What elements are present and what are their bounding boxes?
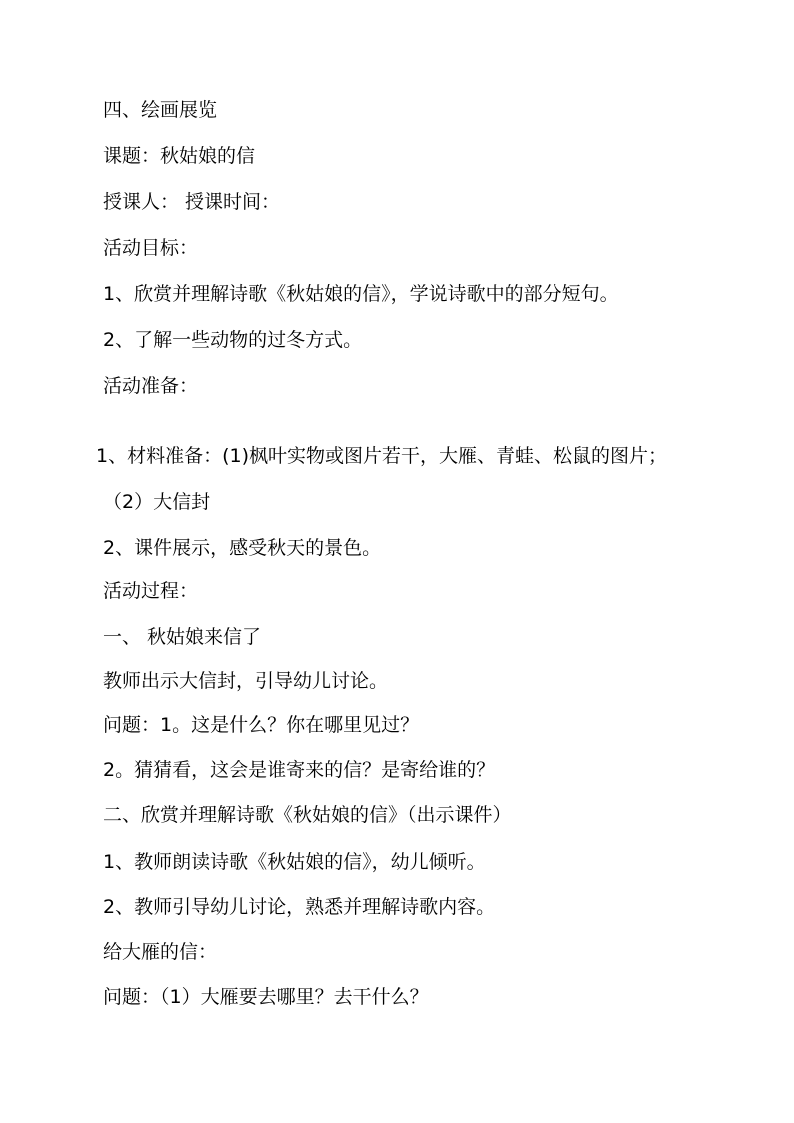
preparation-item-1-sub-2: （2）大信封: [103, 491, 211, 513]
process-step-2-heading: 二、欣赏并理解诗歌《秋姑娘的信》（出示课件）: [103, 804, 512, 826]
process-step-1-heading: 一、 秋姑娘来信了: [103, 626, 262, 648]
question-2: 2。猜猜看，这会是谁寄来的信？是寄给谁的？: [103, 759, 496, 781]
goal-item-1: 1、欣赏并理解诗歌《秋姑娘的信》，学说诗歌中的部分短句。: [103, 283, 619, 305]
preparation-item-2: 2、课件展示，感受秋天的景色。: [103, 537, 382, 559]
section-heading-painting-exhibition: 四、绘画展览: [103, 99, 218, 121]
letter-question-1: 问题：（1）大雁要去哪里？去干什么？: [103, 986, 429, 1008]
teacher-and-time-line: 授课人： 授课时间：: [103, 191, 281, 213]
lesson-title: 课题：秋姑娘的信: [103, 145, 256, 167]
question-1: 问题：1。这是什么？你在哪里见过？: [103, 714, 420, 736]
activity-preparation-heading: 活动准备：: [103, 375, 199, 397]
letter-to-wild-goose-heading: 给大雁的信：: [103, 941, 218, 963]
process-step-2-item-2: 2、教师引导幼儿讨论，熟悉并理解诗歌内容。: [103, 896, 496, 918]
activity-process-heading: 活动过程：: [103, 580, 199, 602]
preparation-item-1: 1、材料准备：(1)枫叶实物或图片若干，大雁、青蛙、松鼠的图片；: [96, 445, 668, 467]
process-step-1-text: 教师出示大信封，引导幼儿讨论。: [103, 670, 389, 692]
activity-goals-heading: 活动目标：: [103, 237, 199, 259]
goal-item-2: 2、了解一些动物的过冬方式。: [103, 329, 363, 351]
process-step-2-item-1: 1、教师朗读诗歌《秋姑娘的信》，幼儿倾听。: [103, 851, 486, 873]
